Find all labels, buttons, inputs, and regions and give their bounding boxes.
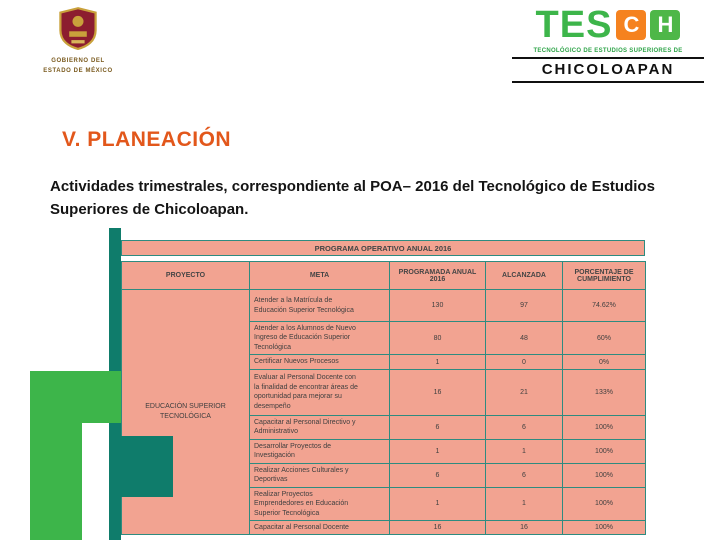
tesch-institution-name: CHICOLOAPAN: [512, 57, 704, 83]
cell-porcentaje: 133%: [563, 369, 646, 415]
cell-programada: 130: [390, 290, 486, 322]
cell-alcanzada: 0: [486, 355, 563, 369]
cell-meta: Certificar Nuevos Procesos: [250, 355, 390, 369]
cell-programada: 16: [390, 369, 486, 415]
tesch-c-box: C: [616, 10, 646, 40]
cell-meta: Evaluar al Personal Docente con la finalidad de encontrar áreas de oportunidad para mejorar su desempeño: [250, 369, 390, 415]
cell-porcentaje: 100%: [563, 439, 646, 463]
cell-porcentaje: 100%: [563, 487, 646, 520]
cell-porcentaje: 100%: [563, 463, 646, 487]
cell-programada: 16: [390, 520, 486, 534]
cell-programada: 6: [390, 463, 486, 487]
cell-porcentaje: 60%: [563, 322, 646, 355]
cell-meta: Atender a los Alumnos de Nuevo Ingreso de Educación Superior Tecnológica: [250, 322, 390, 355]
gobierno-text-line1: GOBIERNO DEL: [51, 58, 105, 64]
cell-programada: 80: [390, 322, 486, 355]
cell-programada: 1: [390, 487, 486, 520]
col-header-proyecto: PROYECTO: [122, 262, 250, 290]
tesch-h-box: H: [650, 10, 680, 40]
slide-title: V. PLANEACIÓN: [62, 128, 232, 151]
tesch-tagline: TECNOLÓGICO DE ESTUDIOS SUPERIORES DE: [533, 48, 683, 54]
cell-meta: Capacitar al Personal Docente: [250, 520, 390, 534]
tesch-letters-row: [512, 6, 704, 44]
cell-alcanzada: 1: [486, 439, 563, 463]
g-logo-teal-square: [119, 436, 173, 497]
cell-programada: 1: [390, 439, 486, 463]
cell-meta: Capacitar al Personal Directivo y Administrativo: [250, 415, 390, 439]
cell-alcanzada: 21: [486, 369, 563, 415]
cell-alcanzada: 1: [486, 487, 563, 520]
tesch-logo: [512, 6, 704, 83]
tesch-tes-letters: TES: [535, 4, 613, 46]
g-logo-left-bar: [30, 371, 82, 540]
cell-meta: Desarrollar Proyectos de Investigación: [250, 439, 390, 463]
cell-alcanzada: 6: [486, 415, 563, 439]
cell-meta: Realizar Proyectos Emprendedores en Educación Superior Tecnológica: [250, 487, 390, 520]
col-header-meta: META: [250, 262, 390, 290]
gobierno-estado-mexico-logo: [30, 6, 126, 76]
table-row: [122, 290, 646, 322]
poa-data-table: [121, 261, 646, 535]
table-header-row: [122, 262, 646, 290]
cell-meta: Realizar Acciones Culturales y Deportivas: [250, 463, 390, 487]
cell-alcanzada: 16: [486, 520, 563, 534]
col-header-programada: PROGRAMADA ANUAL 2016: [390, 262, 486, 290]
coat-of-arms-icon: [54, 37, 102, 54]
cell-porcentaje: 100%: [563, 520, 646, 534]
cell-porcentaje: 74.62%: [563, 290, 646, 322]
cell-programada: 6: [390, 415, 486, 439]
cell-meta: Atender a la Matrícula de Educación Superior Tecnológica: [250, 290, 390, 322]
cell-porcentaje: 100%: [563, 415, 646, 439]
poa-table: [121, 240, 645, 535]
slide-subtitle: Actividades trimestrales, correspondiente al POA– 2016 del Tecnológico de Estudios Superiores de Chicoloapan.: [50, 178, 655, 218]
cell-alcanzada: 48: [486, 322, 563, 355]
cell-porcentaje: 0%: [563, 355, 646, 369]
gobierno-text-line2: ESTADO DE MÉXICO: [43, 67, 113, 74]
col-header-porcentaje: PORCENTAJE DE CUMPLIMIENTO: [563, 262, 646, 290]
col-header-alcanzada: ALCANZADA: [486, 262, 563, 290]
cell-alcanzada: 6: [486, 463, 563, 487]
cell-programada: 1: [390, 355, 486, 369]
table-title: PROGRAMA OPERATIVO ANUAL 2016: [121, 240, 645, 256]
cell-alcanzada: 97: [486, 290, 563, 322]
cell-project: EDUCACIÓN SUPERIOR TECNOLÓGICA: [122, 290, 250, 535]
